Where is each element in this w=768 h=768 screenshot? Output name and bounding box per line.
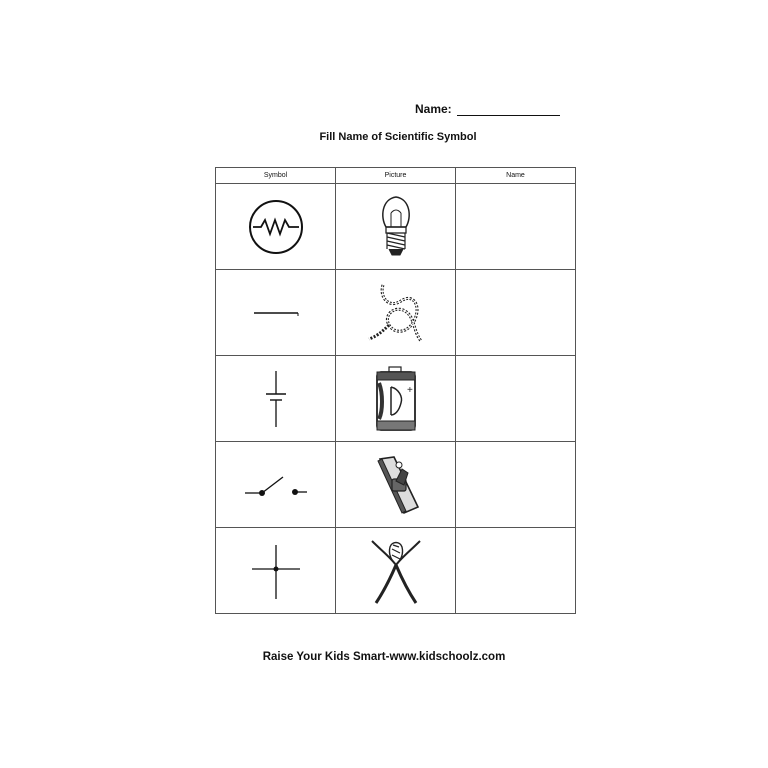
column-header-picture: Picture [336,168,456,184]
switch-icon [366,451,426,519]
name-answer-cell[interactable] [456,528,576,614]
symbol-cell [216,184,336,270]
battery-icon [371,363,421,435]
footer-credit: Raise Your Kids Smart-www.kidschoolz.com [262,651,506,663]
picture-cell [336,356,456,442]
table-row [216,184,576,270]
name-answer-cell[interactable] [456,270,576,356]
light-bulb-icon [376,193,416,261]
name-answer-cell[interactable] [456,184,576,270]
cell-battery-symbol-icon [256,367,296,431]
symbol-cell [216,270,336,356]
table-row [216,442,576,528]
name-answer-cell[interactable] [456,442,576,528]
symbol-cell [216,528,336,614]
column-header-symbol: Symbol [216,168,336,184]
wire-line-symbol-icon [246,303,306,323]
table-row [216,270,576,356]
picture-cell [336,528,456,614]
picture-cell [336,270,456,356]
name-field [415,102,560,116]
resistor-circle-symbol-icon [241,195,311,259]
open-switch-symbol-icon [239,465,313,505]
table-header-row [216,168,576,184]
twisted-wires-icon [366,535,426,607]
table-row [216,356,576,442]
picture-cell [336,184,456,270]
table-row [216,528,576,614]
coiled-wire-icon [361,279,431,347]
symbol-cell [216,442,336,528]
name-answer-cell[interactable] [456,356,576,442]
worksheet-title: Fill Name of Scientific Symbol [319,131,477,143]
name-blank-line[interactable] [457,103,560,116]
column-header-name: Name [456,168,576,184]
symbol-cell [216,356,336,442]
svg-text:+: + [406,384,413,396]
picture-cell [336,442,456,528]
wire-junction-symbol-icon [246,539,306,603]
symbol-table [215,167,576,614]
name-label: Name: [415,102,452,116]
